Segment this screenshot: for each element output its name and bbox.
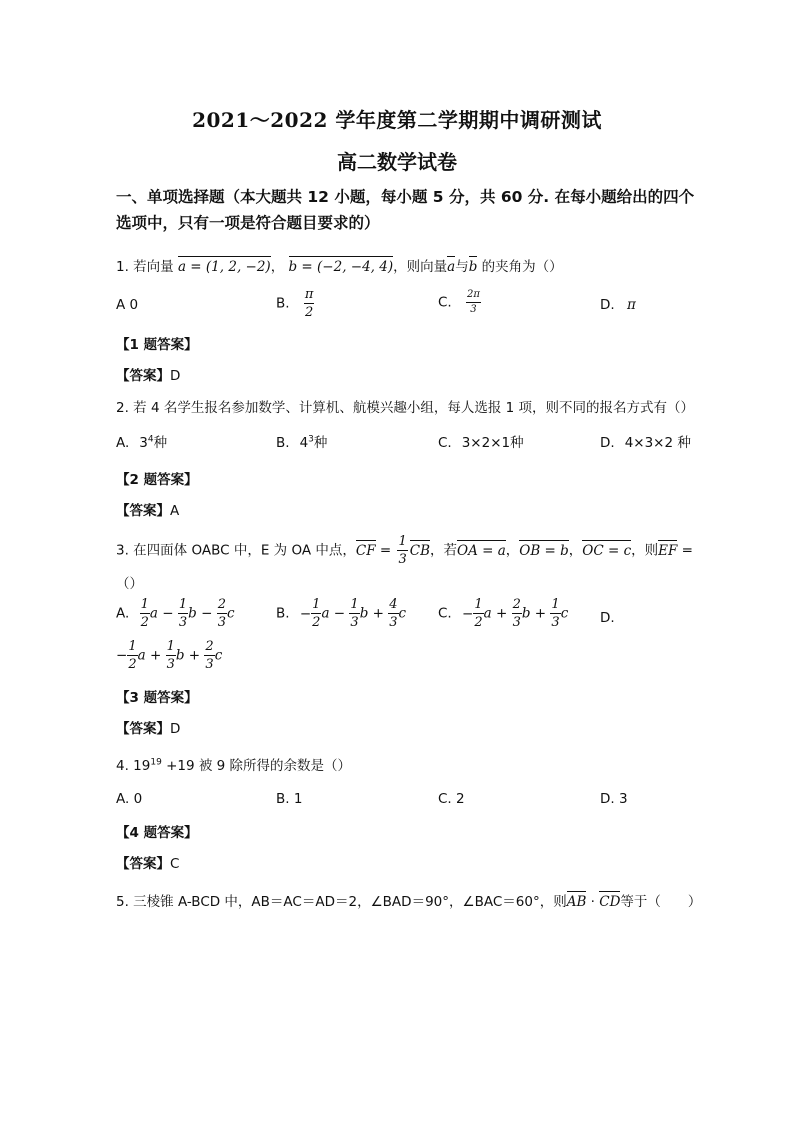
q1-sep: ， [270,259,285,275]
q1-a: a [447,259,456,275]
exam-subtitle: 高二数学试卷 [337,150,457,174]
question-2-stem: 2. 若 4 名学生报名参加数学、计算机、航模兴趣小组，每人选报 1 项，则不同的报名方式有（） [116,400,695,416]
q2-option-a: A. $3^4$种 [116,434,168,451]
q3-option-c: C. − $\frac{1}{2}$ a + $\frac{2}{3}$ b + $\frac{1}{3}$ c [438,597,569,630]
q4-option-b: B. 1 [276,791,303,807]
q4-answer-tag: 【4 题答案】 [116,825,198,841]
q1-answer-tag: 【1 题答案】 [116,337,198,353]
q3-option-d: − $\frac{1}{2}$ a + $\frac{1}{3}$ b + $\frac{2}{3}$ c [116,639,223,672]
q4-answer: 【答案】C [116,856,180,872]
q1-option-c-fraction: $\frac{2\pi}{3}$ [467,289,480,315]
q1-b: b [468,259,478,275]
q2-option-c: C. 3×2×1种 [438,435,524,451]
q1-text-3: 的夹角为（） [481,259,563,275]
q1-option-b-label: B. [276,295,290,312]
q2-answer: 【答案】A [116,503,180,519]
q3-answer-tag: 【3 题答案】 [116,690,198,706]
q1-vector-a: a = (1, 2, −2) [177,259,271,275]
q1-option-b-fraction: $\frac{\pi}{2}$ [304,287,314,320]
question-4-stem: 4. $19^{19} +19$ 被 9 除所得的余数是（） [116,757,352,774]
q3-option-b: B. − $\frac{1}{2}$ a − $\frac{1}{3}$ b + $\frac{4}{3}$ c [276,597,407,630]
q4-option-c: C. 2 [438,791,465,807]
q1-option-a: A 0 [116,297,139,313]
section-heading: 一、单项选择题（本大题共 12 小题，每小题 5 分，共 60 分. 在每小题给出的四个选项中，只有一项是符合题目要求的） [116,188,695,232]
question-5-stem: 5. 三棱锥 A-BCD 中，AB＝AC＝AD＝2，∠BAD＝90°，∠BAC＝60°，则AB · CD等于（ ） [116,894,702,910]
q1-option-c-label: C. [438,294,452,311]
q3-paren: （） [116,576,143,592]
q1-text-2: ，则向量 [393,259,448,275]
exam-title: 2021～2022 学年度第二学期期中调研测试 [192,108,602,132]
q2-option-b: B. $4^3$种 [276,434,328,451]
question-1-stem [116,255,563,275]
q3-option-a: A. $\frac{1}{2}$ a − $\frac{1}{3}$ b − $\frac{2}{3}$ c [116,597,235,630]
q3-answer: 【答案】D [116,721,181,737]
q2-answer-tag: 【2 题答案】 [116,472,198,488]
q4-option-d: D. 3 [600,791,628,807]
q1-yu: 与 [455,259,469,275]
q1-option-d-value: π [626,297,636,313]
q1-answer: 【答案】D [116,368,181,384]
question-3-stem: 3. 在四面体 OABC 中，E 为 OA 中点，CF = $\frac{1}{3}$ CB，若OA = a，OB = b，OC = c，则EF = [116,534,693,567]
q2-option-d: D. 4×3×2 种 [600,435,691,451]
q1-option-d-label: D. [600,297,615,313]
q1-option-c [438,290,481,315]
q4-option-a: A. 0 [116,791,143,807]
q1-vector-b: b = (−2, −4, 4) [288,259,394,275]
q1-option-b [276,288,314,319]
q1-option-d [600,297,636,313]
q1-text: 1. 若向量 [116,259,174,275]
q3-option-d-label: D. [600,610,615,626]
